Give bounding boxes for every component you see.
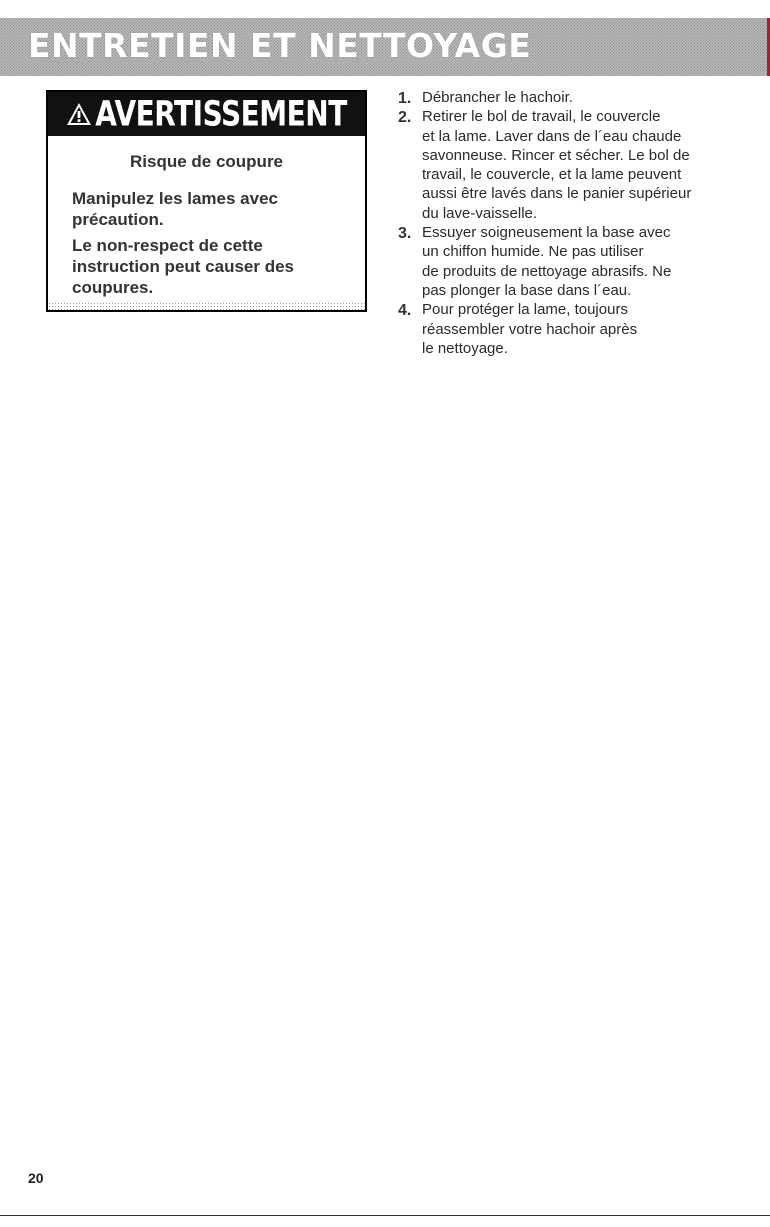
warning-line-handle-blades: Manipulez les lames avec précaution.	[72, 189, 278, 229]
step-line: savonneuse. Rincer et sécher. Le bol de	[422, 146, 690, 164]
warning-bottom-strip	[48, 302, 365, 310]
step-line: aussi être lavés dans le panier supérieur	[422, 185, 692, 203]
section-title: ENTRETIEN ET NETTOYAGE	[28, 26, 532, 65]
step-item	[398, 88, 770, 107]
step-line: de produits de nettoyage abrasifs. Ne	[422, 262, 672, 280]
step-item	[398, 223, 770, 300]
step-item	[398, 300, 770, 358]
step-item	[398, 107, 770, 223]
section-header-band	[0, 18, 770, 76]
step-line: réassembler votre hachoir après	[422, 320, 638, 338]
bottom-rule	[0, 1215, 770, 1216]
step-line: Débrancher le hachoir.	[422, 89, 573, 106]
step-line: du lave-vaisselle.	[422, 204, 538, 222]
step-line: un chiffon humide. Ne pas utiliser	[422, 243, 644, 261]
step-line: Retirer le bol de travail, le couvercle	[422, 108, 661, 126]
step-number: 3.	[398, 225, 412, 243]
step-line: le nettoyage.	[422, 339, 508, 357]
warning-heading: AVERTISSEMENT	[95, 92, 347, 134]
warning-line-consequence: Le non-respect de cette instruction peut causer des coupures.	[72, 236, 294, 297]
warning-header	[48, 92, 365, 136]
cleaning-steps-list	[398, 88, 770, 358]
warning-subtitle: Risque de coupure	[129, 152, 284, 171]
step-number: 2.	[398, 109, 412, 127]
page-number: 20	[28, 1170, 44, 1186]
warning-triangle-icon	[66, 102, 92, 126]
step-line: Essuyer soigneusement la base avec	[422, 224, 671, 242]
step-number: 4.	[398, 302, 412, 320]
warning-box	[46, 90, 367, 312]
step-line: pas plonger la base dans l´eau.	[422, 281, 632, 299]
step-number: 1.	[398, 90, 412, 107]
step-line: travail, le couvercle, et la lame peuvent	[422, 166, 682, 184]
step-line: et la lame. Laver dans de l´eau chaude	[422, 127, 682, 145]
step-line: Pour protéger la lame, toujours	[422, 301, 628, 319]
